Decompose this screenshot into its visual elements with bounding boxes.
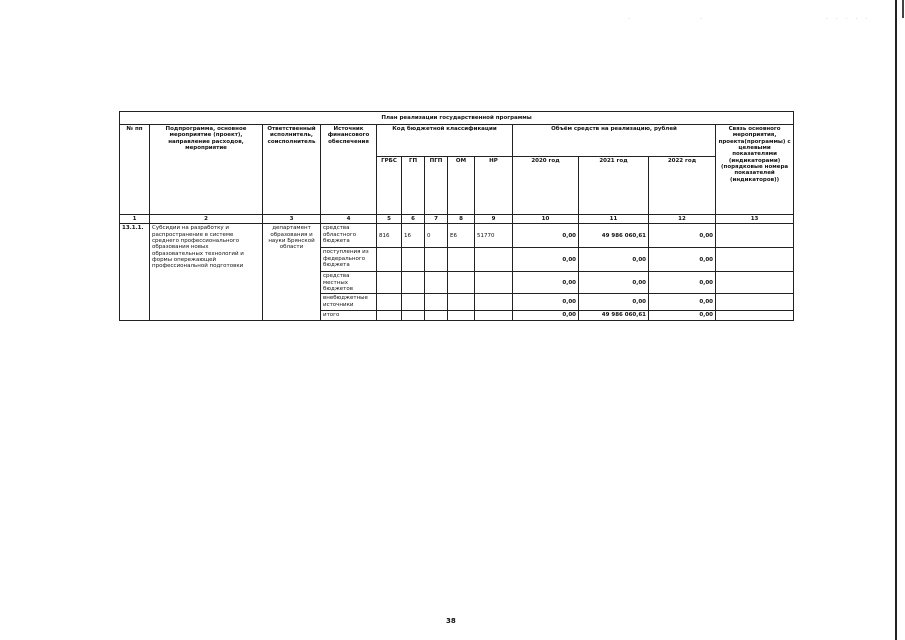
col-number: 2 — [150, 215, 263, 224]
scan-dots: . . . . . — [826, 14, 871, 21]
scan-dots: . — [700, 14, 705, 21]
header-2020: 2020 год — [513, 157, 579, 215]
col-number: 11 — [579, 215, 649, 224]
code-cell — [475, 272, 513, 294]
link-cell — [716, 224, 794, 248]
code-cell — [448, 294, 475, 311]
value-2021: 0,00 — [579, 272, 649, 294]
col-number: 12 — [649, 215, 716, 224]
link-cell — [716, 311, 794, 320]
code-cell — [402, 311, 425, 320]
link-cell — [716, 294, 794, 311]
program-plan-table — [119, 111, 794, 321]
code-cell — [448, 311, 475, 320]
code-cell — [425, 248, 448, 272]
value-2020: 0,00 — [513, 224, 579, 248]
scan-mark — [902, 0, 904, 18]
entry-name: Субсидии на разработку и распространение в системе среднего профессионального образования новых образовательных технологий и формы опережающей профессиональной подготовки — [150, 224, 263, 320]
header-num: № пп — [120, 125, 150, 215]
col-number: 10 — [513, 215, 579, 224]
page-edge-line — [895, 0, 897, 640]
code-pgp: 0 — [425, 224, 448, 248]
value-2022: 0,00 — [649, 272, 716, 294]
total-2020: 0,00 — [513, 311, 579, 320]
code-cell — [402, 294, 425, 311]
header-subprogram: Подпрограмма, основное мероприятие (проект), направление расходов, мероприятие — [150, 125, 263, 215]
value-2022: 0,00 — [649, 294, 716, 311]
code-cell — [475, 294, 513, 311]
link-cell — [716, 272, 794, 294]
code-cell — [425, 311, 448, 320]
value-2021: 0,00 — [579, 294, 649, 311]
source-cell: средства областного бюджета — [321, 224, 377, 248]
value-2021: 0,00 — [579, 248, 649, 272]
value-2022: 0,00 — [649, 248, 716, 272]
header-volume: Объём средств на реализацию, рублей — [513, 125, 716, 157]
header-gp: ГП — [402, 157, 425, 215]
total-2021: 49 986 060,61 — [579, 311, 649, 320]
code-cell — [377, 272, 402, 294]
code-om: Е6 — [448, 224, 475, 248]
table-title: План реализации государственной программы — [120, 112, 794, 125]
code-gp: 16 — [402, 224, 425, 248]
col-number: 4 — [321, 215, 377, 224]
value-2020: 0,00 — [513, 248, 579, 272]
source-cell: средства местных бюджетов — [321, 272, 377, 294]
code-cell — [377, 294, 402, 311]
code-cell — [475, 248, 513, 272]
source-cell: поступления из федерального бюджета — [321, 248, 377, 272]
code-cell — [448, 248, 475, 272]
header-pgp: ПГП — [425, 157, 448, 215]
code-cell — [475, 311, 513, 320]
col-number: 3 — [263, 215, 321, 224]
value-2021: 49 986 060,61 — [579, 224, 649, 248]
code-cell — [377, 248, 402, 272]
col-number: 8 — [448, 215, 475, 224]
col-number: 5 — [377, 215, 402, 224]
header-2022: 2022 год — [649, 157, 716, 215]
header-grbs: ГРБС — [377, 157, 402, 215]
header-budget-code: Код бюджетной классификации — [377, 125, 513, 157]
code-nr: 51770 — [475, 224, 513, 248]
value-2022: 0,00 — [649, 224, 716, 248]
header-executor: Ответственный исполнитель, соисполнитель — [263, 125, 321, 215]
code-cell — [402, 272, 425, 294]
header-link: Связь основного мероприятия, проекта(программы) с целевыми показателями (индикаторами) (порядковые номера показателей (индикаторов)) — [716, 125, 794, 215]
value-2020: 0,00 — [513, 272, 579, 294]
col-number: 9 — [475, 215, 513, 224]
total-2022: 0,00 — [649, 311, 716, 320]
page-number: 38 — [446, 617, 456, 625]
code-cell — [425, 294, 448, 311]
link-cell — [716, 248, 794, 272]
header-2021: 2021 год — [579, 157, 649, 215]
code-cell — [425, 272, 448, 294]
header-om: ОМ — [448, 157, 475, 215]
code-cell — [448, 272, 475, 294]
header-source: Источник финансового обеспечения — [321, 125, 377, 215]
col-number: 1 — [120, 215, 150, 224]
scan-dots: . — [628, 14, 633, 21]
code-grbs: 816 — [377, 224, 402, 248]
col-number: 13 — [716, 215, 794, 224]
col-number: 7 — [425, 215, 448, 224]
code-cell — [402, 248, 425, 272]
entry-executor: департамент образования и науки Брянской области — [263, 224, 321, 320]
entry-num: 13.1.1. — [120, 224, 150, 320]
header-nr: НР — [475, 157, 513, 215]
source-cell: внебюджетные источники — [321, 294, 377, 311]
value-2020: 0,00 — [513, 294, 579, 311]
code-cell — [377, 311, 402, 320]
source-total: итого — [321, 311, 377, 320]
col-number: 6 — [402, 215, 425, 224]
